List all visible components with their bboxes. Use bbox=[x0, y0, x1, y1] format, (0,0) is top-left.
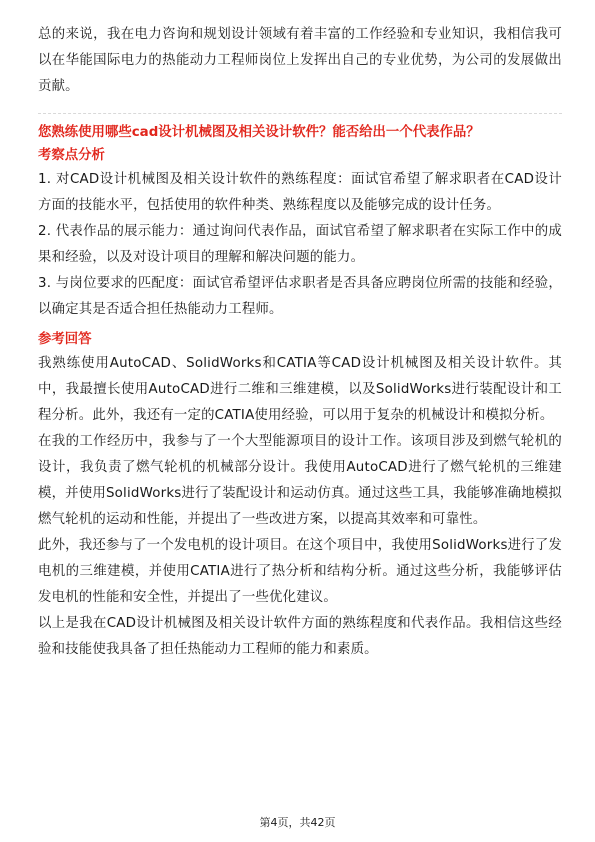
answer-paragraph-3: 此外，我还参与了一个发电机的设计项目。在这个项目中，我使用SolidWorks进行了发电机的三维建模，并使用CATIA进行了热分析和结构分析。通过这些分析，我能够评估发电机的性能和安全性，并提出了一些优化建议。 bbox=[38, 538, 563, 605]
question-title: 您熟练使用哪些cad设计机械图及相关设计软件？能否给出一个代表作品？ bbox=[38, 125, 480, 140]
answer-paragraph-4: 以上是我在CAD设计机械图及相关设计软件方面的熟练程度和代表作品。我相信这些经验和技能使我具备了担任热能动力工程师的能力和素质。 bbox=[38, 616, 562, 657]
answer-paragraph-1: 我熟练使用AutoCAD、SolidWorks和CATIA等CAD设计机械图及相关设计软件。其中，我最擅长使用AutoCAD进行二维和三维建模，以及SolidWorks进行装配设计和工程分析。此外，我还有一定的CATIA使用经验，可以用于复杂的机械设计和模拟分析。 bbox=[38, 356, 562, 423]
section-divider bbox=[38, 113, 562, 114]
answer-heading: 参考回答 bbox=[38, 332, 92, 347]
answer-paragraph-2: 在我的工作经历中，我参与了一个大型能源项目的设计工作。该项目涉及到燃气轮机的设计，我负责了燃气轮机的机械部分设计。我使用AutoCAD进行了燃气轮机的三维建模，并使用SolidWorks进行了装配设计和运动仿真。通过这些工具，我能够准确地模拟燃气轮机的运动和性能，并提出了一些改进方案，以提高其效率和可靠性。 bbox=[38, 434, 563, 527]
intro-paragraph: 总的来说，我在电力咨询和规划设计领域有着丰富的工作经验和专业知识，我相信我可以在华能国际电力的热能动力工程师岗位上发挥出自己的专业优势，为公司的发展做出贡献。 bbox=[38, 27, 562, 94]
document-page bbox=[38, 22, 562, 663]
analysis-item-1: 1. 对CAD设计机械图及相关设计软件的熟练程度：面试官希望了解求职者在CAD设计方面的技能水平，包括使用的软件种类、熟练程度以及能够完成的设计任务。 bbox=[38, 172, 562, 213]
analysis-item-3: 3. 与岗位要求的匹配度：面试官希望评估求职者是否具备应聘岗位所需的技能和经验，以确定其是否适合担任热能动力工程师。 bbox=[38, 276, 562, 317]
page-number: 第4页，共42页 bbox=[259, 816, 336, 829]
analysis-heading: 考察点分析 bbox=[38, 148, 105, 163]
analysis-item-2: 2. 代表作品的展示能力：通过询问代表作品，面试官希望了解求职者在实际工作中的成果和经验，以及对设计项目的理解和解决问题的能力。 bbox=[38, 224, 562, 265]
